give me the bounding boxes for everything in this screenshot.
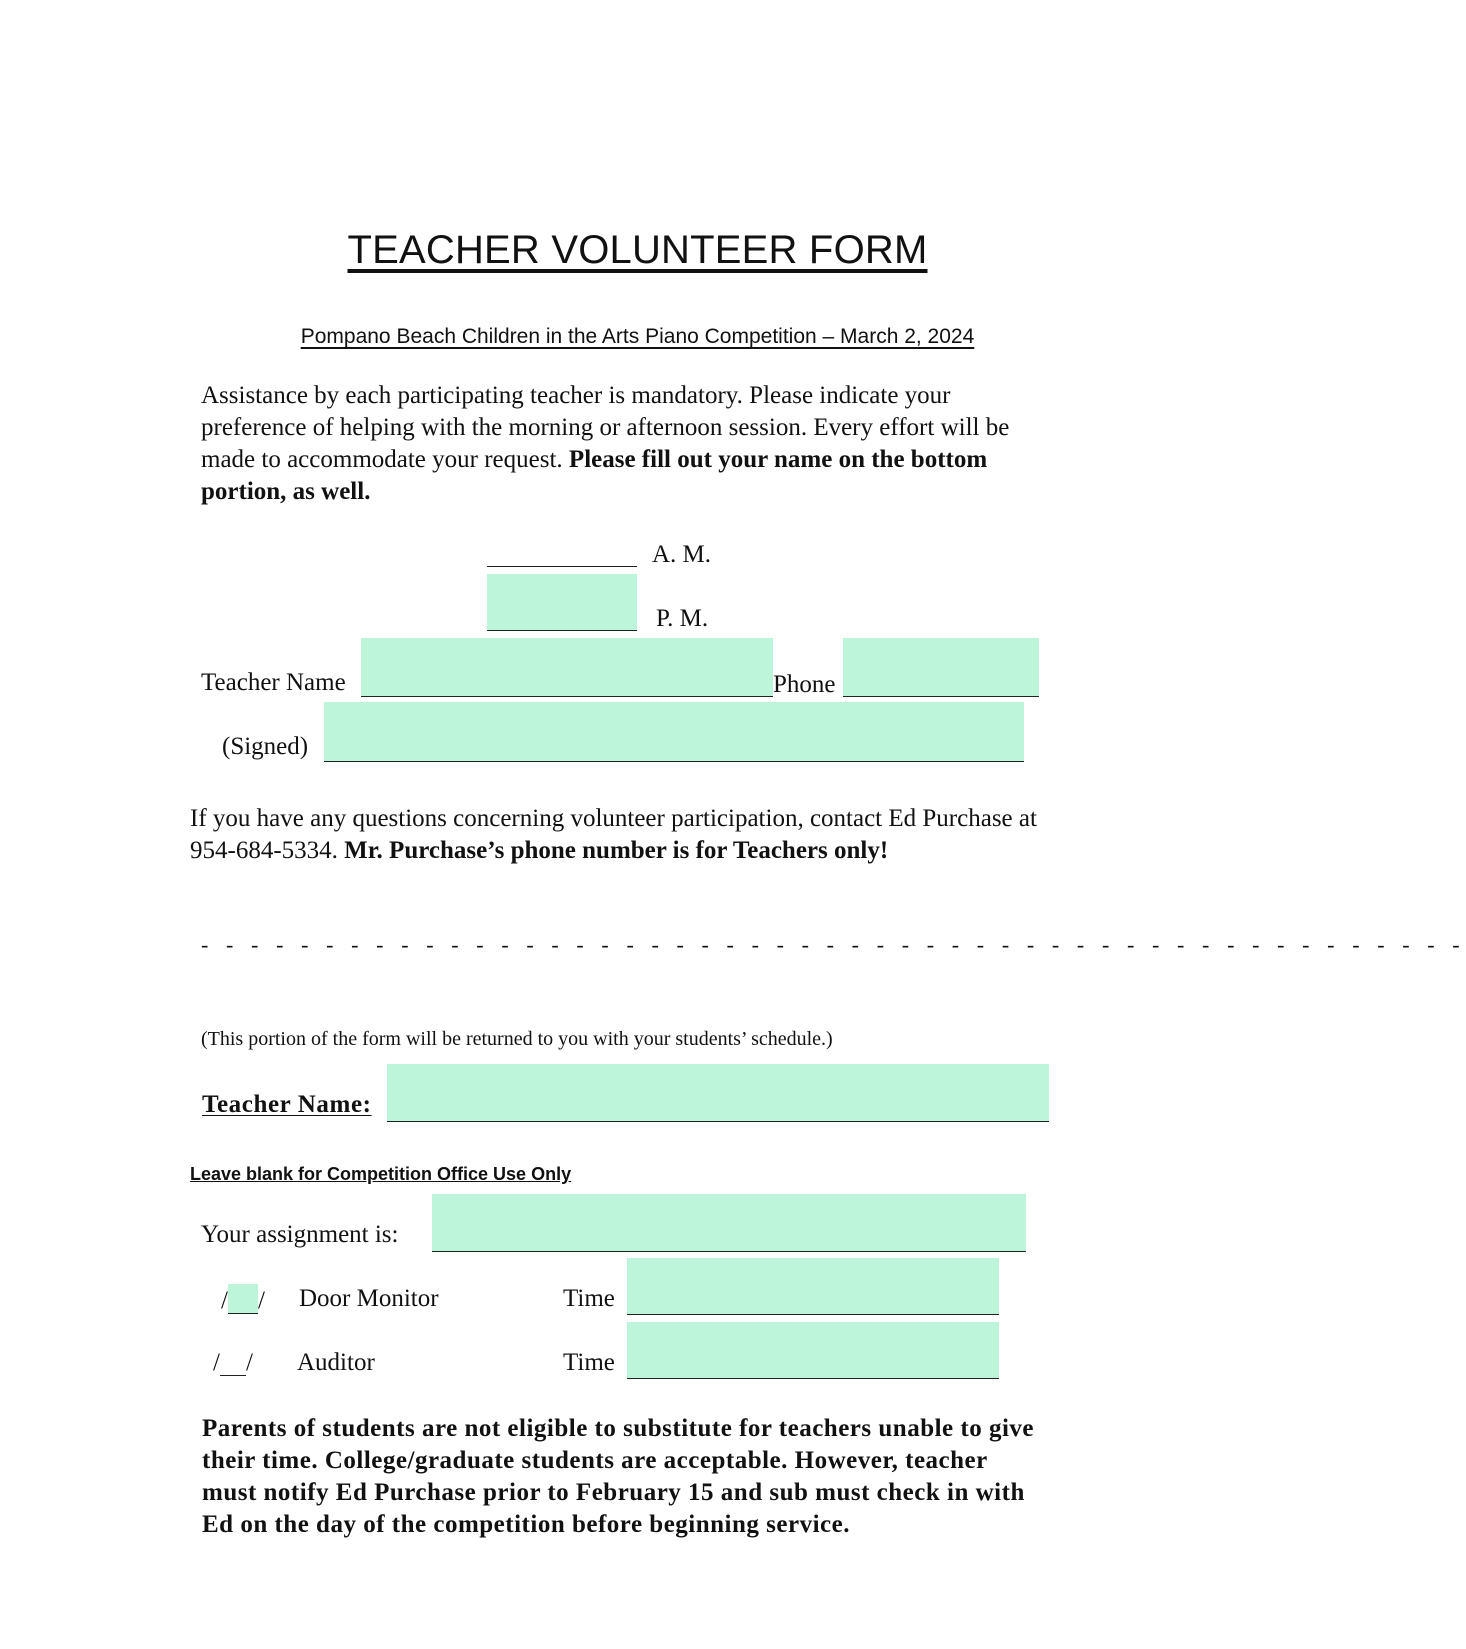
teacher-name-label: Teacher Name <box>201 669 346 696</box>
form-title: TEACHER VOLUNTEER FORM <box>347 228 928 272</box>
pm-label: P. M. <box>656 605 709 632</box>
form-subtitle: Pompano Beach Children in the Arts Piano Competition – March 2, 2024 <box>300 325 975 348</box>
teacher-name-field[interactable] <box>361 638 773 697</box>
phone-label: Phone <box>773 671 836 698</box>
return-teacher-name-field[interactable] <box>387 1064 1049 1122</box>
door-monitor-time-field[interactable] <box>627 1258 999 1315</box>
checkbox-mark-right: / <box>257 1287 265 1314</box>
signature-field[interactable] <box>324 702 1024 762</box>
assignment-field[interactable] <box>432 1194 1026 1252</box>
am-label: A. M. <box>652 541 712 568</box>
intro-text: Assistance by each participating teacher is mandatory. Please indicate your preference of helping with the morning or afternoon session. Every effort will be made to accommodate your request. <box>201 382 1010 473</box>
auditor-label: Auditor <box>297 1349 375 1376</box>
checkbox-mark-left: / <box>213 1349 220 1376</box>
signed-label: (Signed) <box>222 733 309 760</box>
cut-line: - - - - - - - - - - - - - - - - - - - - - - - - - - - - - - - - - - - - - - - - - - - - - - - - - - - <box>201 932 1466 957</box>
intro-bold-text: Please fill out your name on the bottom portion, as well. <box>201 446 988 505</box>
checkbox-mark-right: / <box>245 1349 253 1376</box>
return-teacher-name-label: Teacher Name: <box>202 1091 372 1118</box>
assignment-label: Your assignment is: <box>201 1221 399 1248</box>
door-monitor-label: Door Monitor <box>299 1285 439 1312</box>
auditor-checkbox[interactable] <box>213 1348 253 1378</box>
auditor-time-label: Time <box>563 1349 615 1376</box>
intro-paragraph <box>201 380 1041 508</box>
contact-paragraph <box>190 803 1050 867</box>
footer-paragraph: Parents of students are not eligible to substitute for teachers unable to give their time. College/graduate students are acceptable. However, teacher must notify Ed Purchase prior to February 15 and sub must check in with Ed on the day of the competition before beginning service. <box>202 1415 1035 1538</box>
auditor-time-field[interactable] <box>627 1322 999 1379</box>
checkbox-mark-left: / <box>221 1287 228 1314</box>
pm-field[interactable] <box>487 574 637 631</box>
auditor-check-box[interactable] <box>220 1352 246 1376</box>
door-monitor-checkbox[interactable] <box>221 1284 265 1316</box>
contact-text: If you have any questions concerning volunteer participation, contact Ed Purchase at 954-684-5334. <box>190 805 1037 864</box>
return-note: (This portion of the form will be returned to you with your students’ schedule.) <box>201 1028 833 1050</box>
office-use-label: Leave blank for Competition Office Use Only <box>190 1164 572 1184</box>
phone-field[interactable] <box>843 638 1039 697</box>
am-field[interactable] <box>487 566 637 567</box>
door-monitor-check-box[interactable] <box>228 1284 258 1314</box>
contact-bold-text: Mr. Purchase’s phone number is for Teachers only! <box>344 837 889 864</box>
door-monitor-time-label: Time <box>563 1285 615 1312</box>
